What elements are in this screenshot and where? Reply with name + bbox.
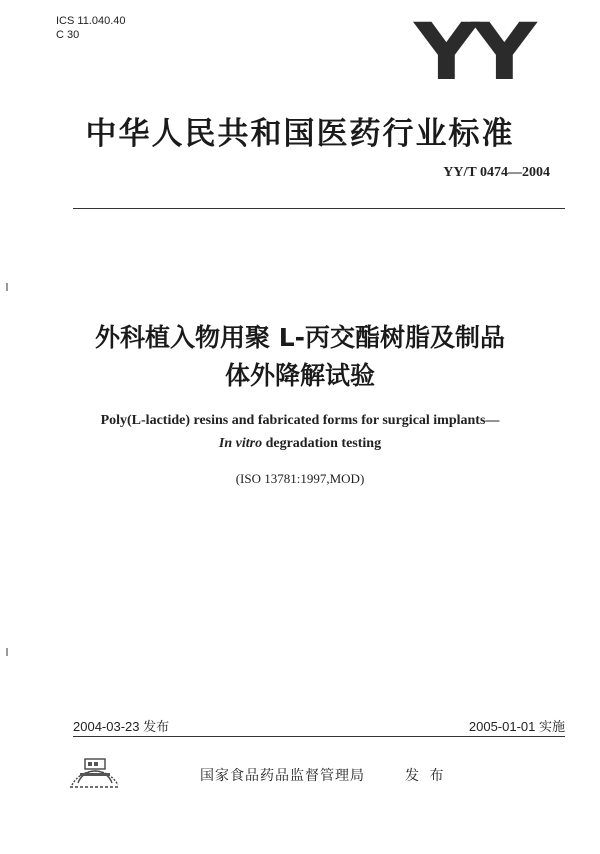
- standard-number: YY/T 0474—2004: [443, 165, 550, 180]
- scan-edge-mark: [6, 648, 8, 656]
- yy-logo: YY: [413, 8, 530, 98]
- top-divider: [73, 208, 565, 209]
- title-en-italic: In vitro: [218, 436, 263, 451]
- title-zh-line2: 体外降解试验: [224, 361, 375, 390]
- standard-name: 中华人民共和国医药行业标准: [85, 116, 515, 152]
- title-zh-line1: 外科植入物用聚 L-丙交酯树脂及制品: [94, 323, 505, 352]
- issue-action: 发 布: [405, 768, 447, 784]
- implementation-date: 2005-01-01 实施: [468, 719, 565, 734]
- iso-reference: (ISO 13781:1997,MOD): [235, 471, 365, 486]
- issuer-name: 国家食品药品监督管理局: [200, 768, 365, 784]
- issue-date: 2004-03-23 发布: [73, 719, 170, 734]
- class-code: C 30: [56, 29, 80, 41]
- scan-edge-mark: [6, 283, 8, 291]
- title-en-line1: Poly(L-lactide) resins and fabricated forms for surgical implants—: [100, 413, 500, 428]
- title-en-line2: [0, 436, 600, 452]
- bottom-divider: [73, 736, 565, 737]
- ics-code: ICS 11.040.40: [56, 15, 126, 27]
- title-en-rest: degradation testing: [262, 436, 382, 451]
- classification-codes: [56, 14, 126, 42]
- official-seal-icon: [60, 737, 130, 797]
